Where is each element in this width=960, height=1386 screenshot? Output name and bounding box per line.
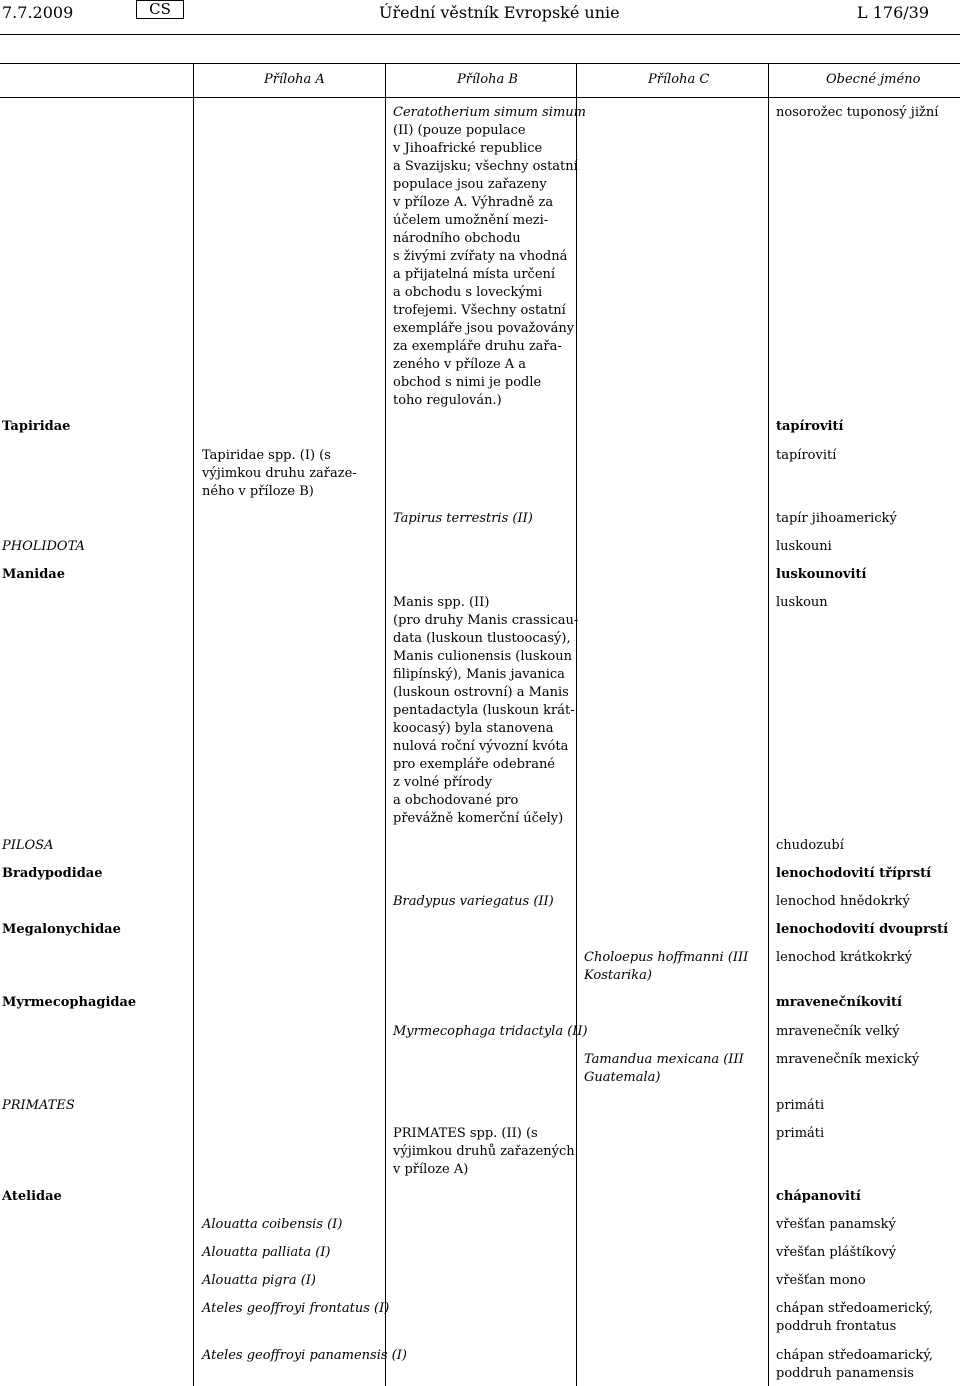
col-header-a: Příloha A: [264, 72, 325, 87]
header-rule: [0, 34, 960, 35]
bradypodidae-common: lenochodovití tříprstí: [776, 866, 932, 881]
tapiridae-spp-common: tapírovití: [776, 448, 837, 463]
alouatta-coibensis-a: Alouatta coibensis (I): [202, 1217, 343, 1232]
alouatta-pigra-common: vřešťan mono: [776, 1273, 866, 1288]
col-divider-a: [193, 63, 194, 1386]
page-number: L 176/39: [857, 3, 929, 22]
tapirus-b: Tapirus terrestris (II): [393, 511, 533, 526]
ateles-frontatus-a: Ateles geoffroyi frontatus (I): [202, 1301, 390, 1316]
family-megalonychidae: Megalonychidae: [2, 922, 121, 937]
ceratotherium-b-name: Ceratotherium simum simum: [393, 105, 586, 120]
family-bradypodidae: Bradypodidae: [2, 866, 103, 881]
order-pholidota: PHOLIDOTA: [2, 539, 85, 554]
ceratotherium-b-note: (II) (pouze populace v Jihoafrické republice a Svazijsku; všechny ostatní populace jsou zařazeny v příloze A. Výhradně za účelem umožnění mezi- národního obchodu s živými zvířaty na vhodná a přijatelná místa určení a obchodu s loveckými trofejemi. Všechny ostatní exempláře jsou považovány za exempláře druhu zařa- zeného v příloze A a obchod s nimi je podle toho regulován.): [393, 123, 578, 408]
order-primates: PRIMATES: [2, 1098, 75, 1113]
megalonychidae-common: lenochodovití dvouprstí: [776, 922, 949, 937]
col-divider-d: [768, 63, 769, 1386]
primates-common: primáti: [776, 1098, 825, 1113]
table-head-rule: [0, 97, 960, 98]
bradypus-common: lenochod hnědokrký: [776, 894, 910, 909]
bradypus-b: Bradypus variegatus (II): [393, 894, 554, 909]
pholidota-common: luskouni: [776, 539, 832, 554]
family-myrmecophagidae: Myrmecophagidae: [2, 995, 137, 1010]
choloepus-common: lenochod krátkokrký: [776, 950, 913, 965]
table-top-rule: [0, 63, 960, 64]
alouatta-palliata-a: Alouatta palliata (I): [202, 1245, 331, 1260]
pilosa-common: chudozubí: [776, 838, 844, 853]
col-header-b: Příloha B: [457, 72, 518, 87]
tapiridae-common: tapírovití: [776, 419, 844, 434]
myrmecophagidae-common: mravenečníkovití: [776, 995, 902, 1010]
manidae-common: luskounovití: [776, 567, 867, 582]
col-header-c: Příloha C: [648, 72, 710, 87]
ceratotherium-common: nosorožec tuponosý jižní: [776, 105, 939, 120]
order-pilosa: PILOSA: [2, 838, 54, 853]
manis-common: luskoun: [776, 595, 828, 610]
ateles-panamensis-common: chápan středoamarický, poddruh panamensis: [776, 1348, 934, 1381]
tapiridae-spp-a: Tapiridae spp. (I) (s výjimkou druhu zařaze- ného v příloze B): [202, 448, 357, 499]
myrmecophaga-common: mravenečník velký: [776, 1024, 900, 1039]
alouatta-coibensis-common: vřešťan panamský: [776, 1217, 896, 1232]
ateles-frontatus-common: chápan středoamerický, poddruh frontatus: [776, 1301, 933, 1334]
alouatta-palliata-common: vřešťan pláštíkový: [776, 1245, 897, 1260]
journal-title: Úřední věstník Evropské unie: [379, 3, 620, 22]
tapirus-common: tapír jihoamerický: [776, 511, 897, 526]
ateles-panamensis-a: Ateles geoffroyi panamensis (I): [202, 1348, 407, 1363]
choloepus-c: Choloepus hoffmanni (III Kostarika): [584, 950, 749, 983]
language-badge: CS: [136, 0, 184, 19]
family-manidae: Manidae: [2, 567, 65, 582]
atelidae-common: chápanovití: [776, 1189, 861, 1204]
alouatta-pigra-a: Alouatta pigra (I): [202, 1273, 317, 1288]
journal-date: 7.7.2009: [2, 3, 74, 22]
col-divider-b: [385, 63, 386, 1386]
family-atelidae: Atelidae: [2, 1189, 62, 1204]
col-header-d: Obecné jméno: [826, 72, 921, 87]
manis-b: Manis spp. (II) (pro druhy Manis crassicau- data (luskoun tlustoocasý), Manis culionensis (luskoun filipínský), Manis javanica (luskoun ostrovní) a Manis pentadactyla (luskoun krát- koocasý) byla stanovena nulová roční vývozní kvóta pro exempláře odebrané z volné přírody a obchodované pro převážně komerční účely): [393, 595, 579, 826]
tamandua-common: mravenečník mexický: [776, 1052, 920, 1067]
primates-spp-b: PRIMATES spp. (II) (s výjimkou druhů zařazených v příloze A): [393, 1126, 575, 1177]
primates-spp-common: primáti: [776, 1126, 825, 1141]
tamandua-c: Tamandua mexicana (III Guatemala): [584, 1052, 744, 1085]
myrmecophaga-b: Myrmecophaga tridactyla (II): [393, 1024, 588, 1039]
family-tapiridae: Tapiridae: [2, 419, 71, 434]
